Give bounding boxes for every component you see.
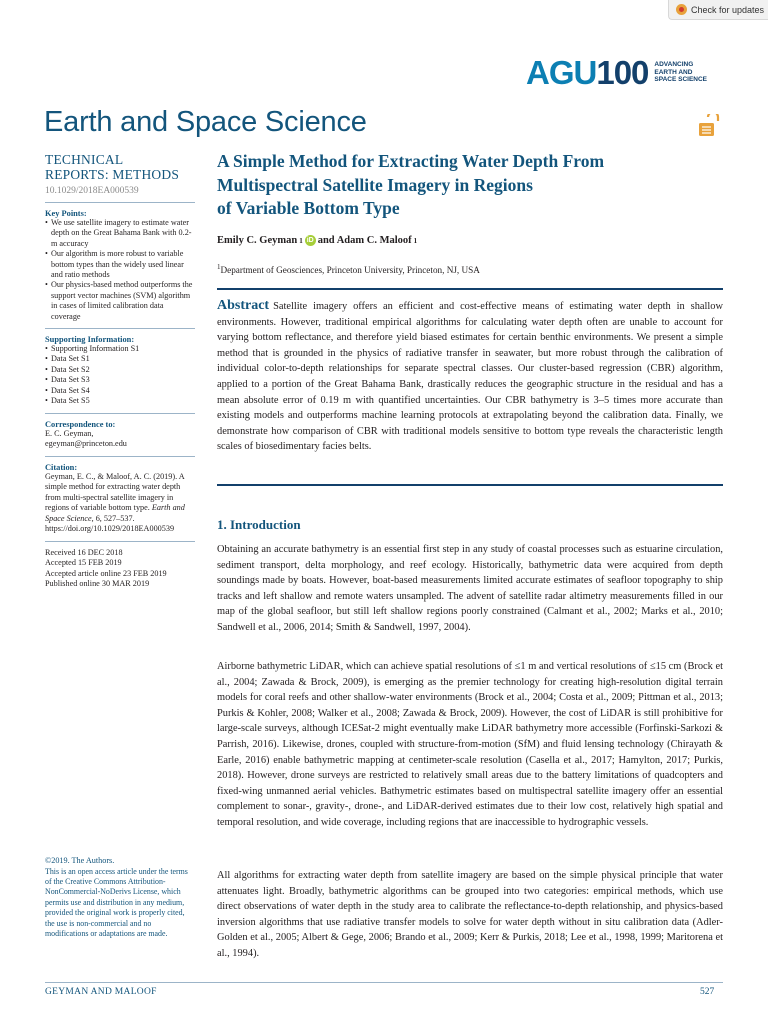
logo-100: 100	[596, 54, 649, 91]
citation-heading: Citation:	[45, 462, 78, 472]
date-published: Published online 30 MAR 2019	[45, 579, 150, 588]
divider	[45, 413, 195, 414]
logo-tag-line: EARTH AND	[654, 68, 693, 76]
title-line: A Simple Method for Extracting Water Depth From	[217, 151, 605, 171]
date-received: Received 16 DEC 2018	[45, 547, 123, 557]
abstract-heading: Abstract	[217, 298, 270, 313]
section-type	[45, 152, 195, 182]
article-title	[217, 150, 723, 221]
journal-title: Earth and Space Science	[44, 106, 367, 138]
divider	[45, 328, 195, 329]
logo-tagline	[654, 61, 707, 84]
logo-tag-line: ADVANCING	[654, 60, 694, 68]
supporting-info-link[interactable]: • Data Set S2	[45, 365, 195, 375]
divider	[45, 541, 195, 542]
author-name[interactable]: and Adam C. Maloof	[317, 235, 412, 246]
check-for-updates-button[interactable]	[668, 0, 768, 20]
doi[interactable]: 10.1029/2018EA000539	[45, 186, 139, 196]
affiliation-superscript: 1	[217, 263, 221, 271]
supporting-info-link[interactable]: • Data Set S1	[45, 354, 195, 364]
correspondence-name: E. C. Geyman,	[45, 428, 94, 438]
running-footer-authors: GEYMAN AND MALOOF	[45, 987, 157, 997]
author-name[interactable]: Emily C. Geyman	[217, 235, 298, 246]
divider	[45, 202, 195, 203]
citation-post: , 6, 527–537. https://doi.org/10.1029/2018EA000539	[45, 513, 175, 533]
date-online-accepted: Accepted article online 23 FEB 2019	[45, 568, 167, 578]
author-superscript: 1	[413, 236, 418, 245]
supporting-info-heading: Supporting Information:	[45, 335, 135, 345]
agu-logo	[526, 56, 707, 89]
paragraph: Obtaining an accurate bathymetry is an essential first step in any study of coastal processes such as estuarine circulation, sediment transport, delta morphology, and reef ecology. Historically, bathymetric data were acquired from depth soundings made by boats. However, boat-based measurements limited accurate estimates of seafloor topography to ship tracks and left shallow and remote waters unsampled. The advent of satellite radar altimetry measurements filled in our map of the global seafloor, but still left shallow regions poorly constrained (Calmant et al., 2002; Marks et al., 2010; Sandwell et al., 2006, 2014; Smith & Sandwell, 1997, 2004).	[217, 544, 723, 633]
footer-rule	[45, 982, 723, 983]
check-updates-label: Check for updates	[691, 4, 765, 15]
logo-agu: AGU	[526, 54, 597, 91]
affiliation-text: Department of Geosciences, Princeton University, Princeton, NJ, USA	[220, 265, 480, 276]
key-points-list	[45, 218, 195, 322]
citation-pre: Geyman, E. C., & Maloof, A. C. (2019). A simple method for extracting water depth from multi-spectral satellite imagery in regions of variable bottom type.	[45, 471, 185, 512]
supporting-info-link[interactable]: • Supporting Information S1	[45, 344, 195, 354]
section-type-line: REPORTS: METHODS	[45, 167, 180, 182]
orcid-icon[interactable]: iD	[306, 237, 314, 244]
abstract	[217, 298, 723, 455]
date-accepted: Accepted 15 FEB 2019	[45, 558, 122, 567]
sidebar	[45, 152, 195, 590]
list-item: • Our physics-based method outperforms the support vector machines (SVM) algorithm in cases of limited calibration data coverage	[45, 280, 195, 322]
crossmark-icon	[676, 4, 687, 15]
section-heading: 1. Introduction	[217, 517, 301, 532]
abstract-top-rule	[217, 288, 723, 290]
correspondence-heading: Correspondence to:	[45, 419, 116, 429]
key-points-heading: Key Points:	[45, 209, 87, 218]
list-item: • We use satellite imagery to estimate water depth on the Great Bahama Bank with 0.2-m accuracy	[45, 218, 195, 249]
paragraph: Airborne bathymetric LiDAR, which can achieve spatial resolutions of ≤1 m and vertical resolutions of ≤15 cm (Brock et al., 2004; Zawada & Brock, 2009), is emerging as the premier technology for creating high-resolution digital terrain models for coral reefs and other shallow-water environments (Brock et al., 2004; Costa et al., 2009; Pittman et al., 2013; Purkis & Kohler, 2008; Walker et al., 2008; Zawada & Brock, 2009). However, the cost of LiDAR is still prohibitive for large-scale surveys, although ICESat-2 might eventually make LiDAR bathymetry more accessible (Forfinski-Sarkozi & Parrish, 2016). Likewise, drones, coupled with structure-from-motion (SfM) and fluid lensing technology (Chirayath & Earle, 2016) enable bathymetric mapping at centimeter-scale resolution (Casella et al., 2017; Hamylton, 2017; Purkis, 2018). However, drone surveys are restricted to relatively small areas due to the battery limitations of quadcopters and fixed-wing unmanned aerial vehicles. Bathymetric estimates based on multispectral satellite imagery offer an essential complement to sonar-, gravity-, drone-, and LiDAR-derived estimates due to their low cost, relatively high spatial and temporal resolution, and wide coverage, including regions that are inaccessible to hydrographic vessels.	[217, 661, 723, 828]
supporting-info-link[interactable]: • Data Set S4	[45, 386, 195, 396]
supporting-info-list	[45, 344, 195, 406]
license-block	[45, 856, 195, 939]
copyright: ©2019. The Authors.	[45, 856, 115, 865]
affiliation	[217, 263, 723, 275]
authors	[217, 235, 723, 246]
title-line: Multispectral Satellite Imagery in Regions	[217, 174, 533, 195]
divider	[45, 456, 195, 457]
section-type-line: TECHNICAL	[45, 152, 124, 167]
title-line: of Variable Bottom Type	[217, 198, 400, 218]
abstract-text: Satellite imagery offers an efficient and cost-effective means of estimating water depth in shallow environments. However, traditional empirical algorithms for calculating water depth often are unable to account for varying bottom reflectance, and therefore yield biased estimates for certain benthic environments. We present a simple method that is grounded in the physics of radiative transfer in seawater, but more robust through the calibration of individual color-to-depth relationships for separate spectral classes. Our cluster-based regression (CBR) algorithm, applied to a portion of the Great Bahama Bank, drastically reduces the geographic structure in the residual and has a mean absolute error of 0.19 m with quantified uncertainties. Our CBR bathymetry is 3–5 times more accurate than existing models and outperforms machine learning protocols at extrapolating beyond the calibration data. Finally, we demonstrate how comparison of CBR with traditional models sensitive to bottom type reveals the characteristic length scales of biosedimentary facies belts.	[217, 301, 723, 453]
abstract-bottom-rule	[217, 484, 723, 486]
citation-journal: Earth and Space Science	[45, 503, 185, 523]
correspondence-email[interactable]: egeyman@princeton.edu	[45, 439, 127, 448]
paragraph: All algorithms for extracting water depth from satellite imagery are based on the simple physical principle that water attenuates light. Broadly, bathymetric algorithms can be grouped into two categories: empirical methods, which use direct observations of water depth in the study area to calibrate the reflectance-to-depth relationship, and physics-based inversion algorithms that use radiative transfer models to solve for water depth without in situ calibration data (Adler-Golden et al., 2005; Albert & Gege, 2006; Brando et al., 2009; Kerr & Purkis, 2018; Lee et al., 1998, 1999; Maritorena et al., 1994).	[217, 870, 723, 959]
author-superscript: 1	[299, 236, 303, 245]
page-number: 527	[700, 987, 715, 997]
supporting-info-link[interactable]: • Data Set S5	[45, 396, 195, 406]
logo-tag-line: SPACE SCIENCE	[654, 76, 708, 84]
supporting-info-link[interactable]: • Data Set S3	[45, 375, 195, 385]
open-access-lock-icon	[696, 114, 722, 138]
license-text: This is an open access article under the terms of the Creative Commons Attribution-NonCommercial-NoDerivs License, which permits use and distribution in any medium, provided the original work is properly cited, the use is non-commercial and no modifications or adaptations are made.	[45, 866, 188, 938]
list-item: • Our algorithm is more robust to variable bottom types than the widely used linear and ratio methods	[45, 249, 195, 280]
citation-text	[45, 472, 195, 535]
